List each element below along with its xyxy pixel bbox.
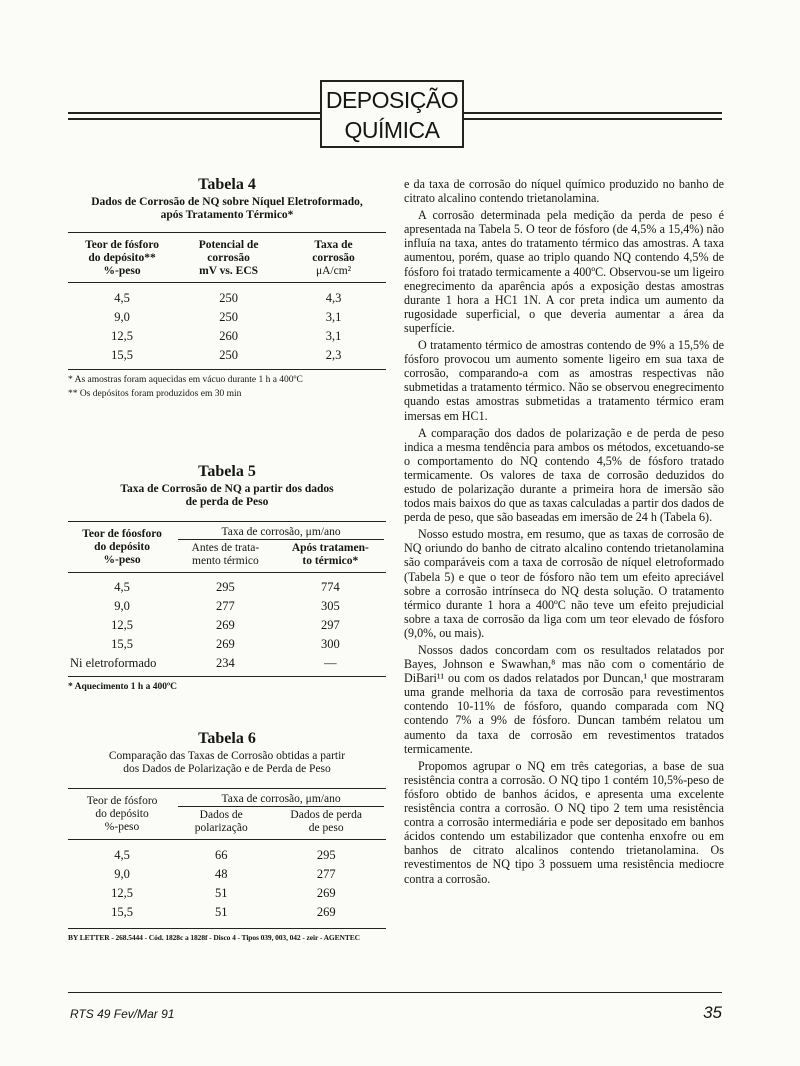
tabela-4-table (68, 232, 386, 370)
table-row: Ni eletroformado 234 — (70, 656, 337, 670)
header-rule-right-top (464, 112, 722, 114)
body-paragraph: e da taxa de corrosão do níquel químico produzido no banho de citrato alcalino contendo trietanolamina. (404, 177, 724, 206)
table-row: 4,5 66 295 (114, 848, 336, 862)
tabela-5-subtitle-line1: Taxa de Corrosão de NQ a partir dos dados (120, 483, 334, 495)
tabela-6-header-span: Taxa de corrosão, μm/ano (176, 789, 386, 809)
table-row: 4,5 250 4,3 (114, 291, 342, 305)
article-body (404, 177, 724, 889)
body-paragraph: O tratamento térmico de amostras contendo de 9% a 15,5% de fósforo provocou um aumento somente ligeiro em sua taxa de corrosão, comparando-a com as amostras respectivas não submetidas a tratamento térmico. Não se observou enegrecimento quando estas amostras submetidas a tratamento térmico eram imersas em HC1. (404, 338, 724, 423)
tabela-5-header-after: Após tratamen- to térmico* (275, 541, 386, 573)
header-rule-left-top (68, 112, 320, 114)
tabela-6-header-polarization: Dados de polarização (176, 808, 266, 840)
table-row: 4,5 295 774 (114, 580, 340, 594)
tabela-4-footnote-1: * As amostras foram aquecidas em vácuo durante 1 h a 400ºC (68, 375, 303, 385)
table-row: 15,5 250 2,3 (111, 348, 342, 362)
page-number: 35 (703, 1003, 722, 1022)
header-rule-right-bottom (464, 118, 722, 120)
tabela-6-subtitle-line1: Comparação das Taxas de Corrosão obtidas a partir (108, 750, 346, 762)
tabela-5-subtitle (68, 483, 386, 509)
table-row: 9,0 277 305 (114, 599, 340, 613)
tabela-5 (68, 463, 386, 694)
tabela-4-title: Tabela 4 (198, 176, 256, 193)
body-paragraph: Propomos agrupar o NQ em três categorias, a base de sua resistência contra a corrosão. O NQ tipo 1 contém 10,5%-peso de fósforo obtido de banhos ácidos, e apresenta uma excelente resistência contra a corrosão. O NQ tipo 2 tem uma resistência contra a corrosão intermediária e pode ser depositado em banhos ácidos contendo um estabilizador que contenha enxofre ou em banhos de citrato alcalinos contendo trietanolamina. Os revestimentos de NQ tipo 3 possuem uma resistência mediocre contra a corrosão. (404, 758, 724, 886)
footer-rule (68, 992, 722, 993)
section-header-box (320, 80, 464, 148)
table-row: 12,5 260 3,1 (111, 329, 342, 343)
tabela-6-header-row (68, 789, 386, 809)
table-row: 9,0 48 277 (114, 867, 336, 881)
tabela-6-subtitle (68, 750, 386, 776)
tabela-5-table (68, 521, 386, 677)
body-paragraph: A comparação dos dados de polarização e de perda de peso indica a mesma tendência para ambos os métodos, excetuando-se o comportamento do NQ contendo 4,5% de fósforo tratado termicamente. Os valores de taxa de corrosão deduzidos do estudo de polarização durante a primeira hora de imersão são todos mais baixos do que as taxas calculadas a partir dos dados de perda de peso, que são baseadas em imersão de 24 h (Tabela 6). (404, 425, 724, 525)
table-row: 15,5 269 300 (111, 637, 340, 651)
tabela-6-header-phosphorus: Teor de fósforo do depósito %-peso (68, 789, 176, 840)
section-header-line2: QUÍMICA (344, 117, 440, 143)
tabela-5-header-row (68, 522, 386, 542)
tabela-4-subtitle-line2: após Tratamento Térmico* (160, 209, 294, 221)
tabela-6 (68, 730, 386, 942)
tabela-4-header-rate: Taxa de corrosão μA/cm² (281, 233, 386, 283)
body-paragraph: Nossos dados concordam com os resultados relatados por Bayes, Johnson e Swawhan,⁸ mas não com o comentário de DiBari¹¹ ou com os dados relatados por Duncan,¹ que mostraram uma grande melhoria da taxa de corrosão para revestimentos contendo 10-11% de fósforo, quando comparada com NQ contendo 7% a 9% de fósforo. Duncan também relatou um aumento da taxa de corrosão em revestimentos tratados termicamente. (404, 643, 724, 756)
table-row: 15,5 51 269 (111, 905, 336, 919)
tabela-5-subtitle-line2: de perda de Peso (185, 496, 269, 508)
tabela-6-subtitle-line2: dos Dados de Polarização e de Perda de Peso (123, 763, 331, 775)
table-row: 12,5 269 297 (111, 618, 340, 632)
tabela-4-footnote-2: ** Os depósitos foram produzidos em 30 min (68, 389, 242, 399)
body-paragraph: Nosso estudo mostra, em resumo, que as taxas de corrosão de NQ oriundo do banho de citrato alcalino contendo trietanolamina são comparáveis com a taxa de corrosão de níquel eletroformado (Tabela 5) e que o teor de fósforo não tem um efeito apreciável sobre a corrosão intrínseca do NQ desta solução. O tratamento térmico durante 1 hora a 400ºC não teve um efeito prejudicial sobre a taxa de corrosão da liga com um teor elevado de fósforo (9,0%, ou mais). (404, 527, 724, 640)
tabela-4-subtitle (68, 196, 386, 222)
tabela-4-subtitle-line1: Dados de Corrosão de NQ sobre Níquel Eletroformado, (91, 196, 363, 208)
tables-column (68, 176, 386, 942)
tabela-4-header-row (68, 233, 386, 283)
footer-journal: RTS 49 Fev/Mar 91 (70, 1007, 175, 1021)
tabela-6-table (68, 788, 386, 929)
tabela-5-title: Tabela 5 (198, 463, 256, 480)
tabela-5-header-before: Antes de trata- mento térmico (176, 541, 275, 573)
tabela-5-footnote: * Aquecimento 1 h a 400ºC (68, 682, 177, 692)
tabela-5-header-span: Taxa de corrosão, μm/ano (176, 522, 386, 542)
tabela-6-header-weightloss: Dados de perda de peso (266, 808, 386, 840)
tabela-5-header-phosphorus: Teor de fóosforo do depósito %-peso (68, 522, 176, 573)
typesetting-credit: BY LETTER - 268.5444 - Cód. 1828c a 1828f - Disco 4 - Tipos 039, 003, 042 - zeir - AGENTEC (68, 933, 360, 942)
body-paragraph: A corrosão determinada pela medição da perda de peso é apresentada na Tabela 5. O teor de fósforo (de 4,5% a 15,4%) não influía na taxa, antes do tratamento térmico das amostras. A taxa aumentou, porém, quase ao triplo quando NQ contendo 4,5% de fósforo foi tratado termicamente a 400ºC. Observou-se um ligeiro enegrecimento da aparência após a exposição destas amostras durante 1 hora a HC1 1N. A cor preta indica um aumento da rugosidade superficial, o que deveria aumentar a área da superfície. (404, 208, 724, 335)
table-row: 9,0 250 3,1 (114, 310, 342, 324)
tabela-4-header-phosphorus: Teor de fósforo do depósito** %-peso (68, 233, 176, 283)
tabela-4-header-potential: Potencial de corrosão mV vs. ECS (176, 233, 281, 283)
section-header-line1: DEPOSIÇÃO (325, 87, 459, 113)
header-rule-left-bottom (68, 118, 320, 120)
tabela-4 (68, 176, 386, 401)
table-row: 12,5 51 269 (111, 886, 336, 900)
tabela-6-title: Tabela 6 (198, 730, 256, 747)
